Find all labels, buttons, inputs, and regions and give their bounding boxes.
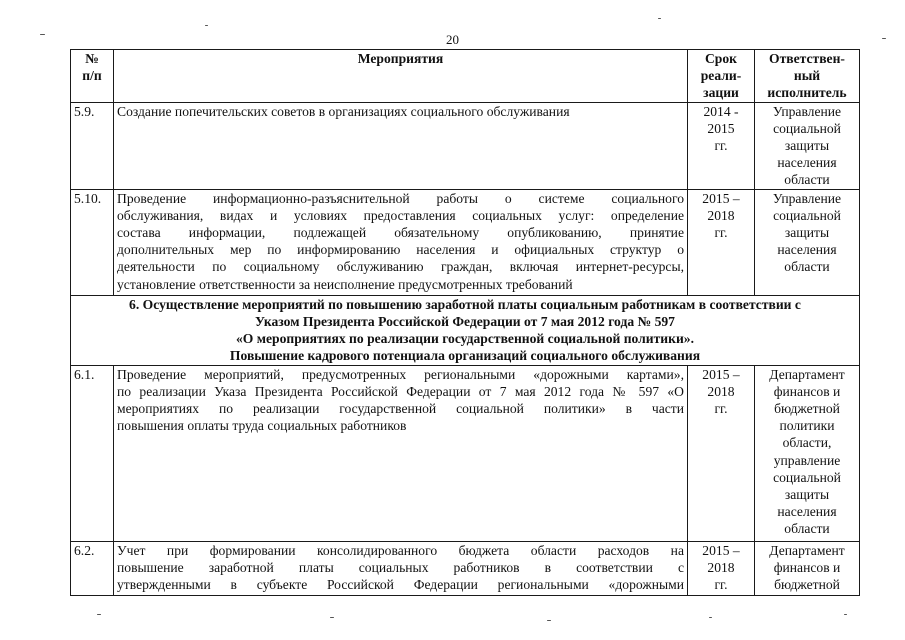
row-number: 6.1. [71, 365, 114, 541]
scan-speck [330, 617, 334, 618]
scan-speck [97, 614, 101, 615]
row-term: 2014 - 2015 гг. [688, 102, 755, 189]
scan-speck [547, 620, 551, 621]
row-number: 5.9. [71, 102, 114, 189]
measures-table [70, 49, 860, 596]
header-number: № п/п [71, 50, 114, 103]
scan-speck [709, 617, 712, 618]
row-responsible: Департамент финансов и бюджетной [755, 541, 860, 595]
page-number: 20 [446, 32, 459, 47]
scan-speck [844, 614, 847, 615]
table-row [71, 541, 860, 595]
row-term: 2015 – 2018 гг. [688, 541, 755, 595]
row-measure: Учет при формировании консолидированного бюджета области расходов на повышение заработной платы социальных работников в соответствии с утвержденными в субъекте Российской Федерации региональными «дорожными [114, 541, 688, 595]
header-measures: Мероприятия [114, 50, 688, 103]
header-term: Срок реали- зации [688, 50, 755, 103]
row-responsible: Департамент финансов и бюджетной политики области, управление социальной защиты населения области [755, 365, 860, 541]
row-number: 6.2. [71, 541, 114, 595]
scan-speck [205, 25, 208, 26]
table-row [71, 365, 860, 541]
row-measure: Создание попечительских советов в организациях социального обслуживания [114, 102, 688, 189]
section-heading: 6. Осуществление мероприятий по повышению заработной платы социальным работникам в соответствии с Указом Президента Российской Федерации от 7 мая 2012 года № 597 «О мероприятиях по реализации государственной социальной политики». Повышение кадрового потенциала организаций социального обслуживания [71, 295, 860, 365]
row-term: 2015 – 2018 гг. [688, 189, 755, 295]
row-measure: Проведение мероприятий, предусмотренных региональными «дорожными картами», по реализации Указа Президента Российской Федерации от 7 мая 2012 года № 597 «О мероприятиях по реализации государственной социальной политики» в части повышения оплаты труда социальных работников [114, 365, 688, 541]
section-heading-row [71, 295, 860, 365]
scan-speck [882, 38, 886, 39]
row-term: 2015 – 2018 гг. [688, 365, 755, 541]
table-row [71, 189, 860, 295]
table-header-row [71, 50, 860, 103]
row-number: 5.10. [71, 189, 114, 295]
scan-speck [40, 34, 45, 35]
table-row [71, 102, 860, 189]
row-responsible: Управление социальной защиты населения области [755, 102, 860, 189]
scan-speck [658, 18, 661, 19]
row-measure: Проведение информационно-разъяснительной работы о системе социального обслуживания, видах и условиях предоставления социальных услуг: определение состава информации, подлежащей обязательному опубликованию, принятие дополнительных мер по информированию населения и официальных структур о деятельности по социальному обслуживанию граждан, включая интернет-ресурсы, установление ответственности за неисполнение предусмотренных требований [114, 189, 688, 295]
header-responsible: Ответствен- ный исполнитель [755, 50, 860, 103]
row-responsible: Управление социальной защиты населения области [755, 189, 860, 295]
